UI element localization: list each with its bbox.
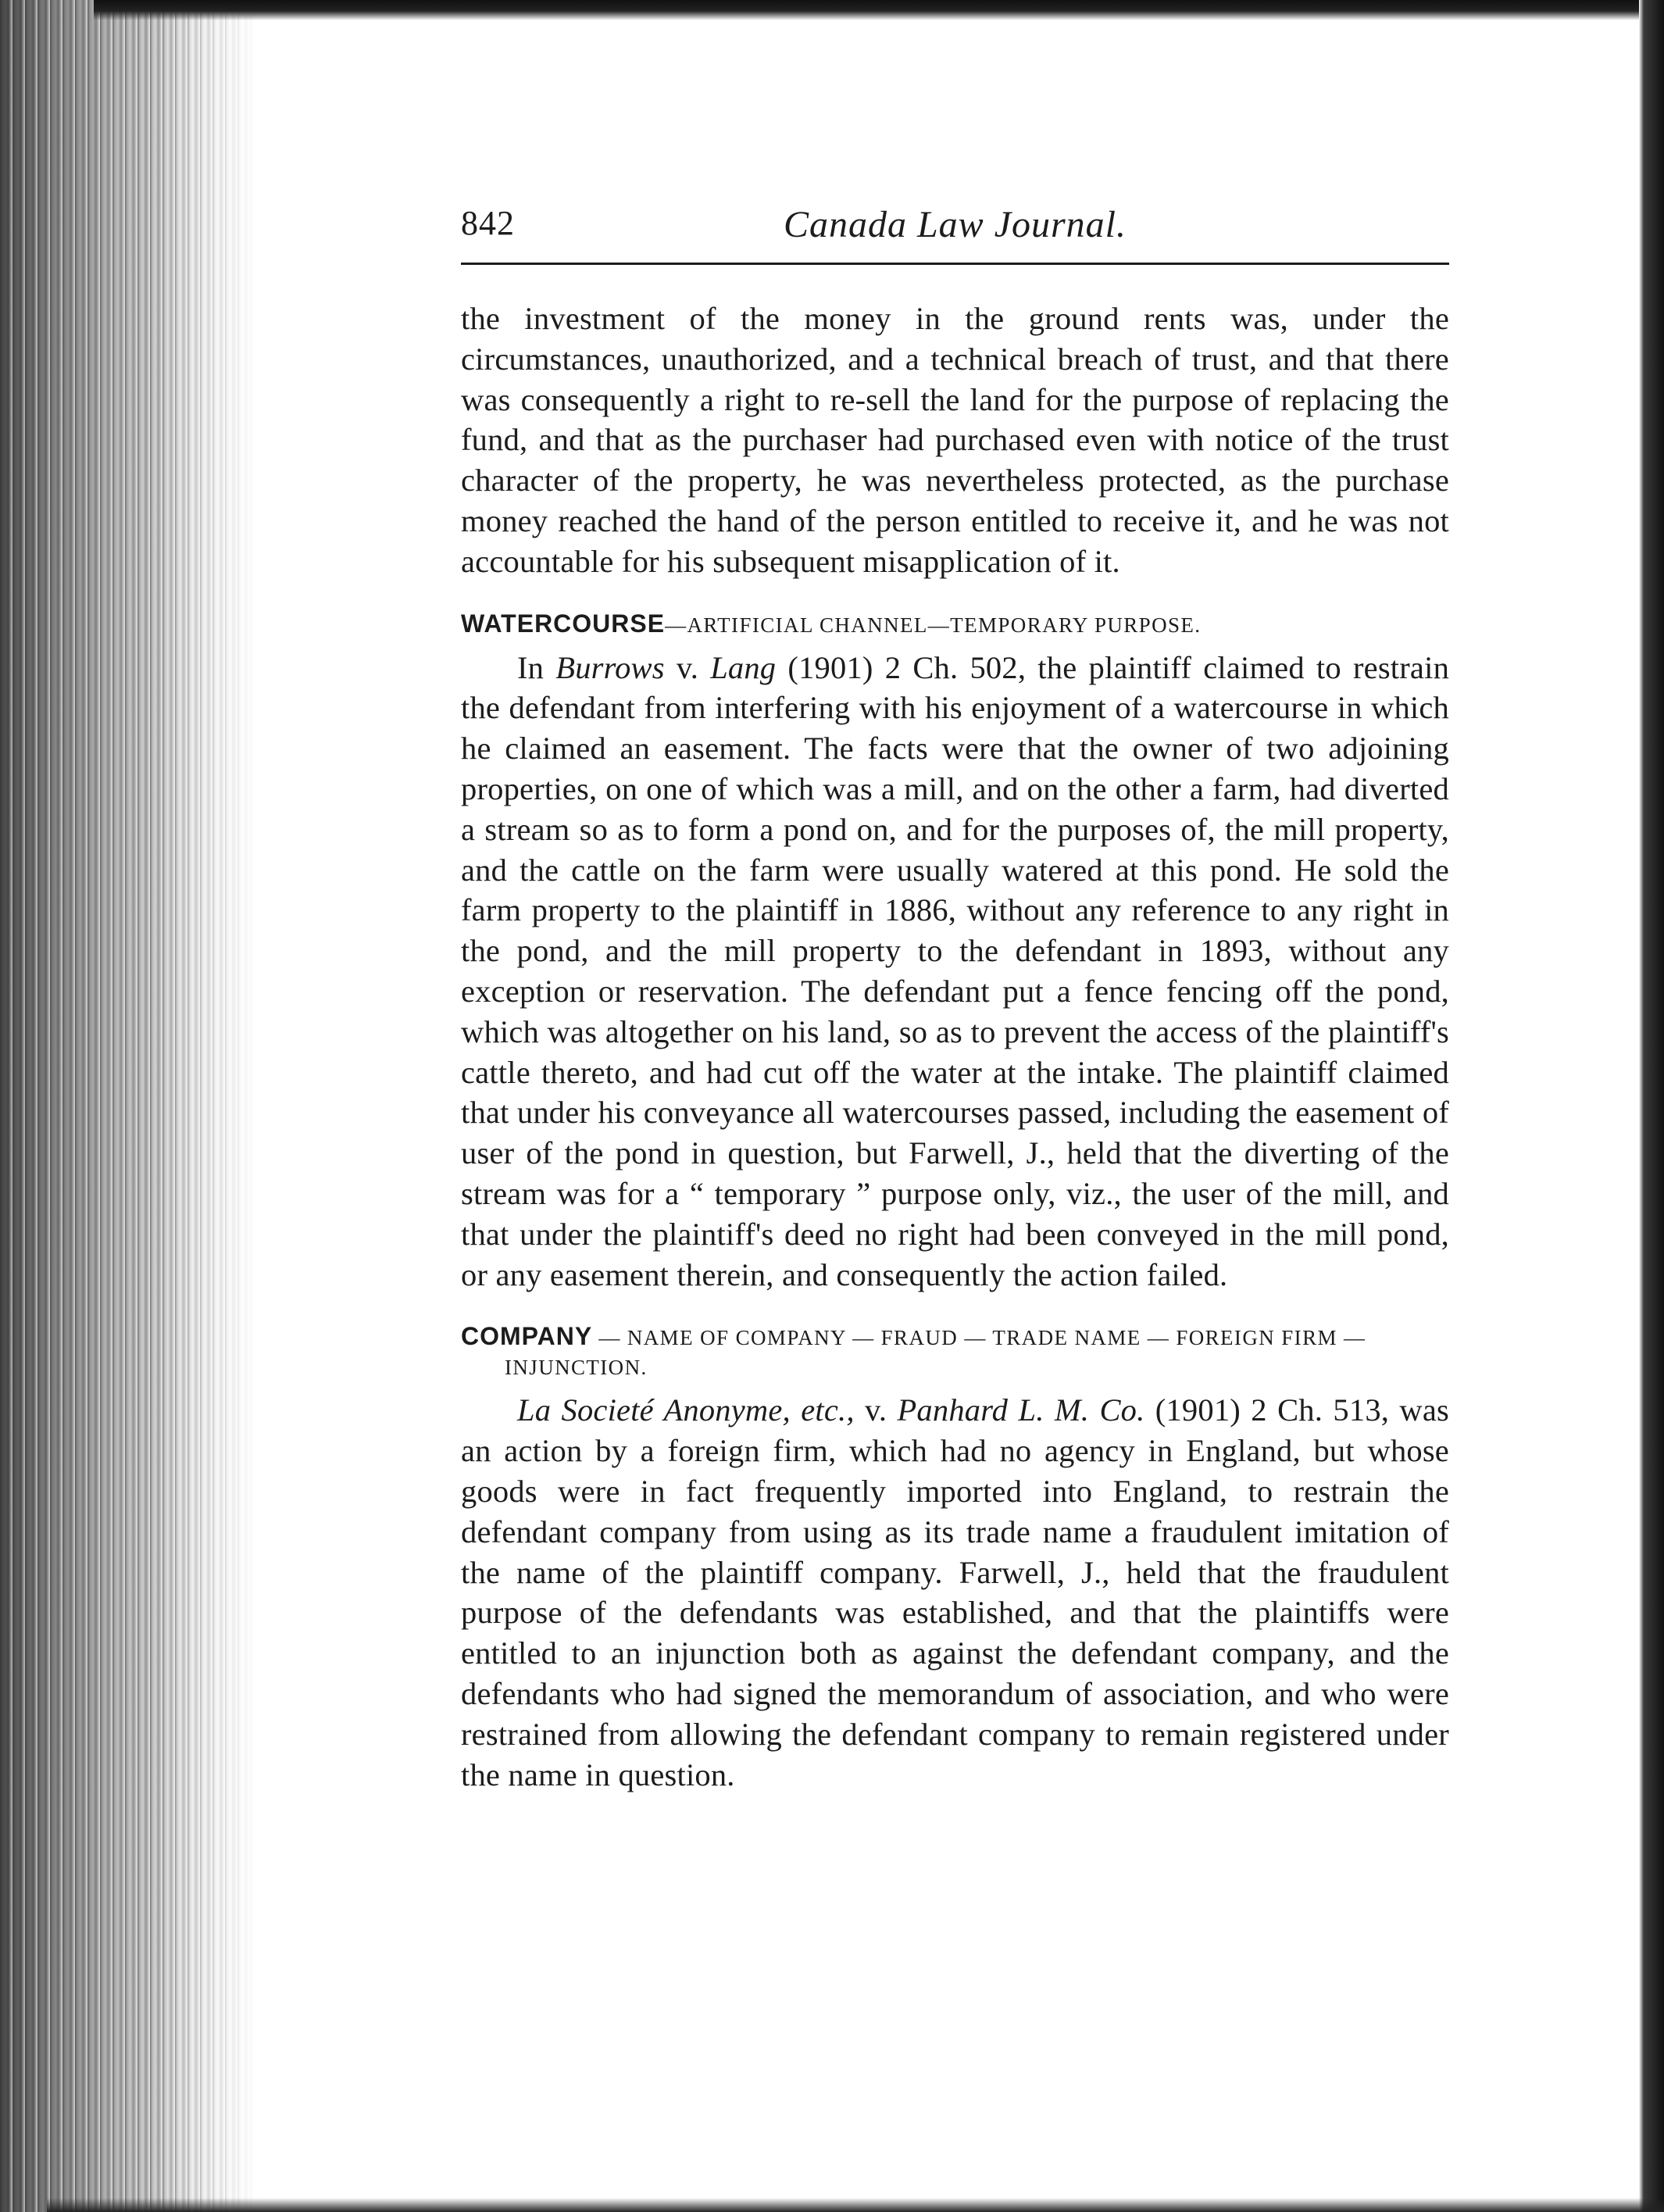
page-number: 842 <box>461 204 515 242</box>
section-heading-watercourse <box>461 609 1449 640</box>
page-body <box>461 298 1449 1795</box>
binding-fade <box>0 0 258 2212</box>
company-paragraph <box>461 1390 1449 1795</box>
case-intro: In <box>517 649 556 685</box>
watercourse-paragraph <box>461 648 1449 1295</box>
case-party-2: Lang <box>710 649 777 685</box>
running-title: Canada Law Journal. <box>783 204 1127 245</box>
case-body: (1901) 2 Ch. 513, was an action by a foreign firm, which had no agency in England, but whose goods were in fact frequently imported into England, to restrain the defendant company from using as its trade name a fraudulent imitation of the name of the plaintiff company. Farwell, J., held that the fraudulent purpose of the defendants was established, and that the plaintiffs were entitled to an injunction both as against the defendant company, and the defendants who had signed the memorandum of association, and who were restrained from allowing the defendant company to remain registered under the name in question. <box>461 1392 1450 1792</box>
heading-keyword: WATERCOURSE <box>461 609 666 638</box>
case-versus: v. <box>664 649 711 685</box>
scan-edge-top <box>94 0 1664 20</box>
case-versus: v. <box>854 1392 898 1428</box>
case-party-1: Burrows <box>555 649 665 685</box>
journal-page <box>461 203 1449 1795</box>
case-party-2: Panhard L. M. Co. <box>897 1392 1145 1428</box>
page-header <box>461 203 1449 266</box>
heading-keyword: COMPANY <box>461 1322 593 1351</box>
scan-edge-right <box>1639 0 1664 2212</box>
case-body: (1901) 2 Ch. 502, the plaintiff claimed to restrain the defendant from interfering with his enjoyment of a watercourse in which he claimed an easement. The facts were that the owner of two adjoining properties, on one of which was a mill, and on the other a farm, had diverted a stream so as to form a pond on, and for the purposes of, the mill property, and the cattle on the farm were usually watered at this pond. He sold the farm property to the plaintiff in 1886, without any reference to any right in the pond, and the mill property to the defendant in 1893, without any exception or reservation. The defendant put a fence fencing off the pond, which was altogether on his land, so as to prevent the access of the plaintiff's cattle thereto, and had cut off the water at the intake. The plaintiff claimed that under his conveyance all watercourses passed, including the easement of user of the pond in question, but Farwell, J., held that the diverting of the stream was for a “ temporary ” purpose only, viz., the user of the mill, and that under the plaintiff's deed no right had been conveyed in the mill pond, or any easement therein, and consequently the action failed. <box>461 649 1450 1292</box>
heading-subtitle: —ARTIFICIAL CHANNEL—TEMPORARY PURPOSE. <box>665 613 1202 637</box>
section-heading-company <box>461 1321 1449 1382</box>
heading-subtitle: — NAME OF COMPANY — FRAUD — TRADE NAME — FOREIGN FIRM — <box>592 1326 1366 1350</box>
scan-edge-bottom <box>47 2198 1664 2212</box>
case-party-1: La Societé Anonyme, etc., <box>517 1392 855 1428</box>
header-rule <box>461 263 1449 265</box>
heading-subtitle-continued: INJUNCTION. <box>505 1356 648 1380</box>
continued-paragraph: the investment of the money in the ground rents was, under the circumstances, unauthorized, and a technical breach of trust, and that there was consequently a right to re-sell the land for the purpose of replacing the fund, and that as the purchaser had purchased even with notice of the trust character of the property, he was nevertheless protected, as the purchase money reached the hand of the person entitled to receive it, and he was not accountable for his subsequent misapplication of it. <box>461 301 1449 579</box>
